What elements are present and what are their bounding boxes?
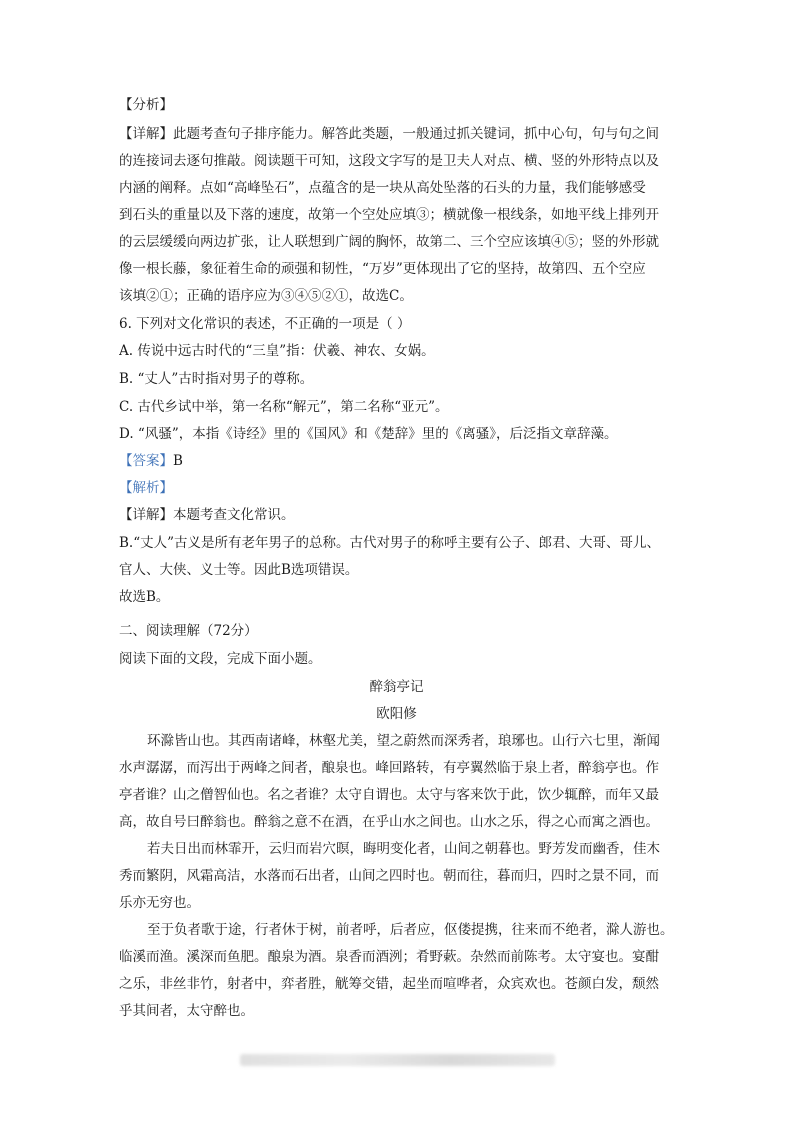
detail-line: 官人、大侠、义士等。因此B选项错误。 [119,562,359,578]
section-heading: 二、阅读理解（72分） [119,623,258,639]
paragraph-line: 之乐，非丝非竹，射者中，弈者胜，觥筹交错，起坐而喧哗者，众宾欢也。苍颜白发，颓然 [119,976,659,992]
blurred-footer [240,1054,555,1066]
paragraph-line: 至于负者歌于途，行者休于树，前者呼，后者应，伛偻提携，往来而不绝者，滁人游也。 [147,922,674,938]
paragraph-line: 乐亦无穷也。 [119,895,200,911]
detail-line: 像一根长藤，象征着生命的顽强和韧性，“万岁”更体现出了它的坚持，故第四、五个空应 [119,261,646,277]
paragraph-line: 亭者谁？山之僧智仙也。名之者谁？太守自谓也。太守与客来饮于此，饮少辄醉，而年又最 [119,787,659,803]
article-title: 醉翁亭记 [369,679,424,695]
detail-line: 的连接词去逐句推敲。阅读题干可知，这段文字写的是卫夫人对点、横、竖的外形特点以及 [119,153,659,169]
paragraph-line: 秀而繁阴，风霜高洁，水落而石出者，山间之四时也。朝而往，暮而归，四时之景不同，而 [119,868,659,884]
detail-line: 内涵的阐释。点如“高峰坠石”，点蕴含的是一块从高处坠落的石头的力量，我们能够感受 [119,180,646,196]
answer-label: 【答案】 [119,453,173,469]
answer-value: B [173,453,183,469]
detail-line: B.“丈人”古义是所有老年男子的总称。古代对男子的称呼主要有公子、郎君、大哥、哥儿、 [119,535,661,551]
explain-label: 【解析】 [119,480,173,496]
option-a: A. 传说中远古时代的“三皇”指：伏羲、神农、女娲。 [119,343,435,359]
paragraph-line: 高，故自号曰醉翁也。醉翁之意不在酒，在乎山水之间也。山水之乐，得之心而寓之酒也。 [119,814,659,830]
option-b: B. “丈人”古时指对男子的尊称。 [119,371,314,387]
detail-line: 到石头的重量以及下落的速度，故第一个空处应填③；横就像一根线条，如地平线上排列开 [119,207,659,223]
analysis-label: 【分析】 [119,97,173,113]
paragraph-line: 临溪而渔。溪深而鱼肥。酿泉为酒。泉香而酒洌；肴野蔌。杂然而前陈考。太守宴也。宴酣 [119,949,659,965]
detail-line: 该填②①；正确的语序应为③④⑤②①，故选C。 [119,288,413,304]
option-c: C. 古代乡试中举，第一名称“解元”，第二名称“亚元”。 [119,399,449,415]
question-6-stem: 6. 下列对文化常识的表述，不正确的一项是（ ） [119,316,411,332]
section-instruction: 阅读下面的文段，完成下面小题。 [119,651,322,667]
option-d: D. “风骚”，本指《诗经》里的《国风》和《楚辞》里的《离骚》，后泛指文章辞藻。 [119,426,618,442]
paragraph-line: 乎其间者，太守醉也。 [119,1003,254,1019]
article-author: 欧阳修 [376,706,417,722]
paragraph-line: 水声潺潺，而泻出于两峰之间者，酿泉也。峰回路转，有亭翼然临于泉上者，醉翁亭也。作 [119,760,659,776]
answer-line [119,453,679,469]
detail-first: 【详解】本题考查文化常识。 [119,507,295,523]
detail-line: 【详解】此题考查句子排序能力。解答此类题，一般通过抓关键词，抓中心句，句与句之间 [119,126,659,142]
detail-line: 的云层缓缓向两边扩张，让人联想到广阔的胸怀，故第二、三个空应该填④⑤；竖的外形就 [119,234,659,250]
detail-line: 故选B。 [119,589,170,605]
paragraph-line: 若夫日出而林霏开，云归而岩穴暝，晦明变化者，山间之朝暮也。野芳发而幽香，佳木 [147,841,660,857]
paragraph-line: 环滁皆山也。其西南诸峰，林壑尤美，望之蔚然而深秀者，琅琊也。山行六七里，渐闻 [147,733,660,749]
